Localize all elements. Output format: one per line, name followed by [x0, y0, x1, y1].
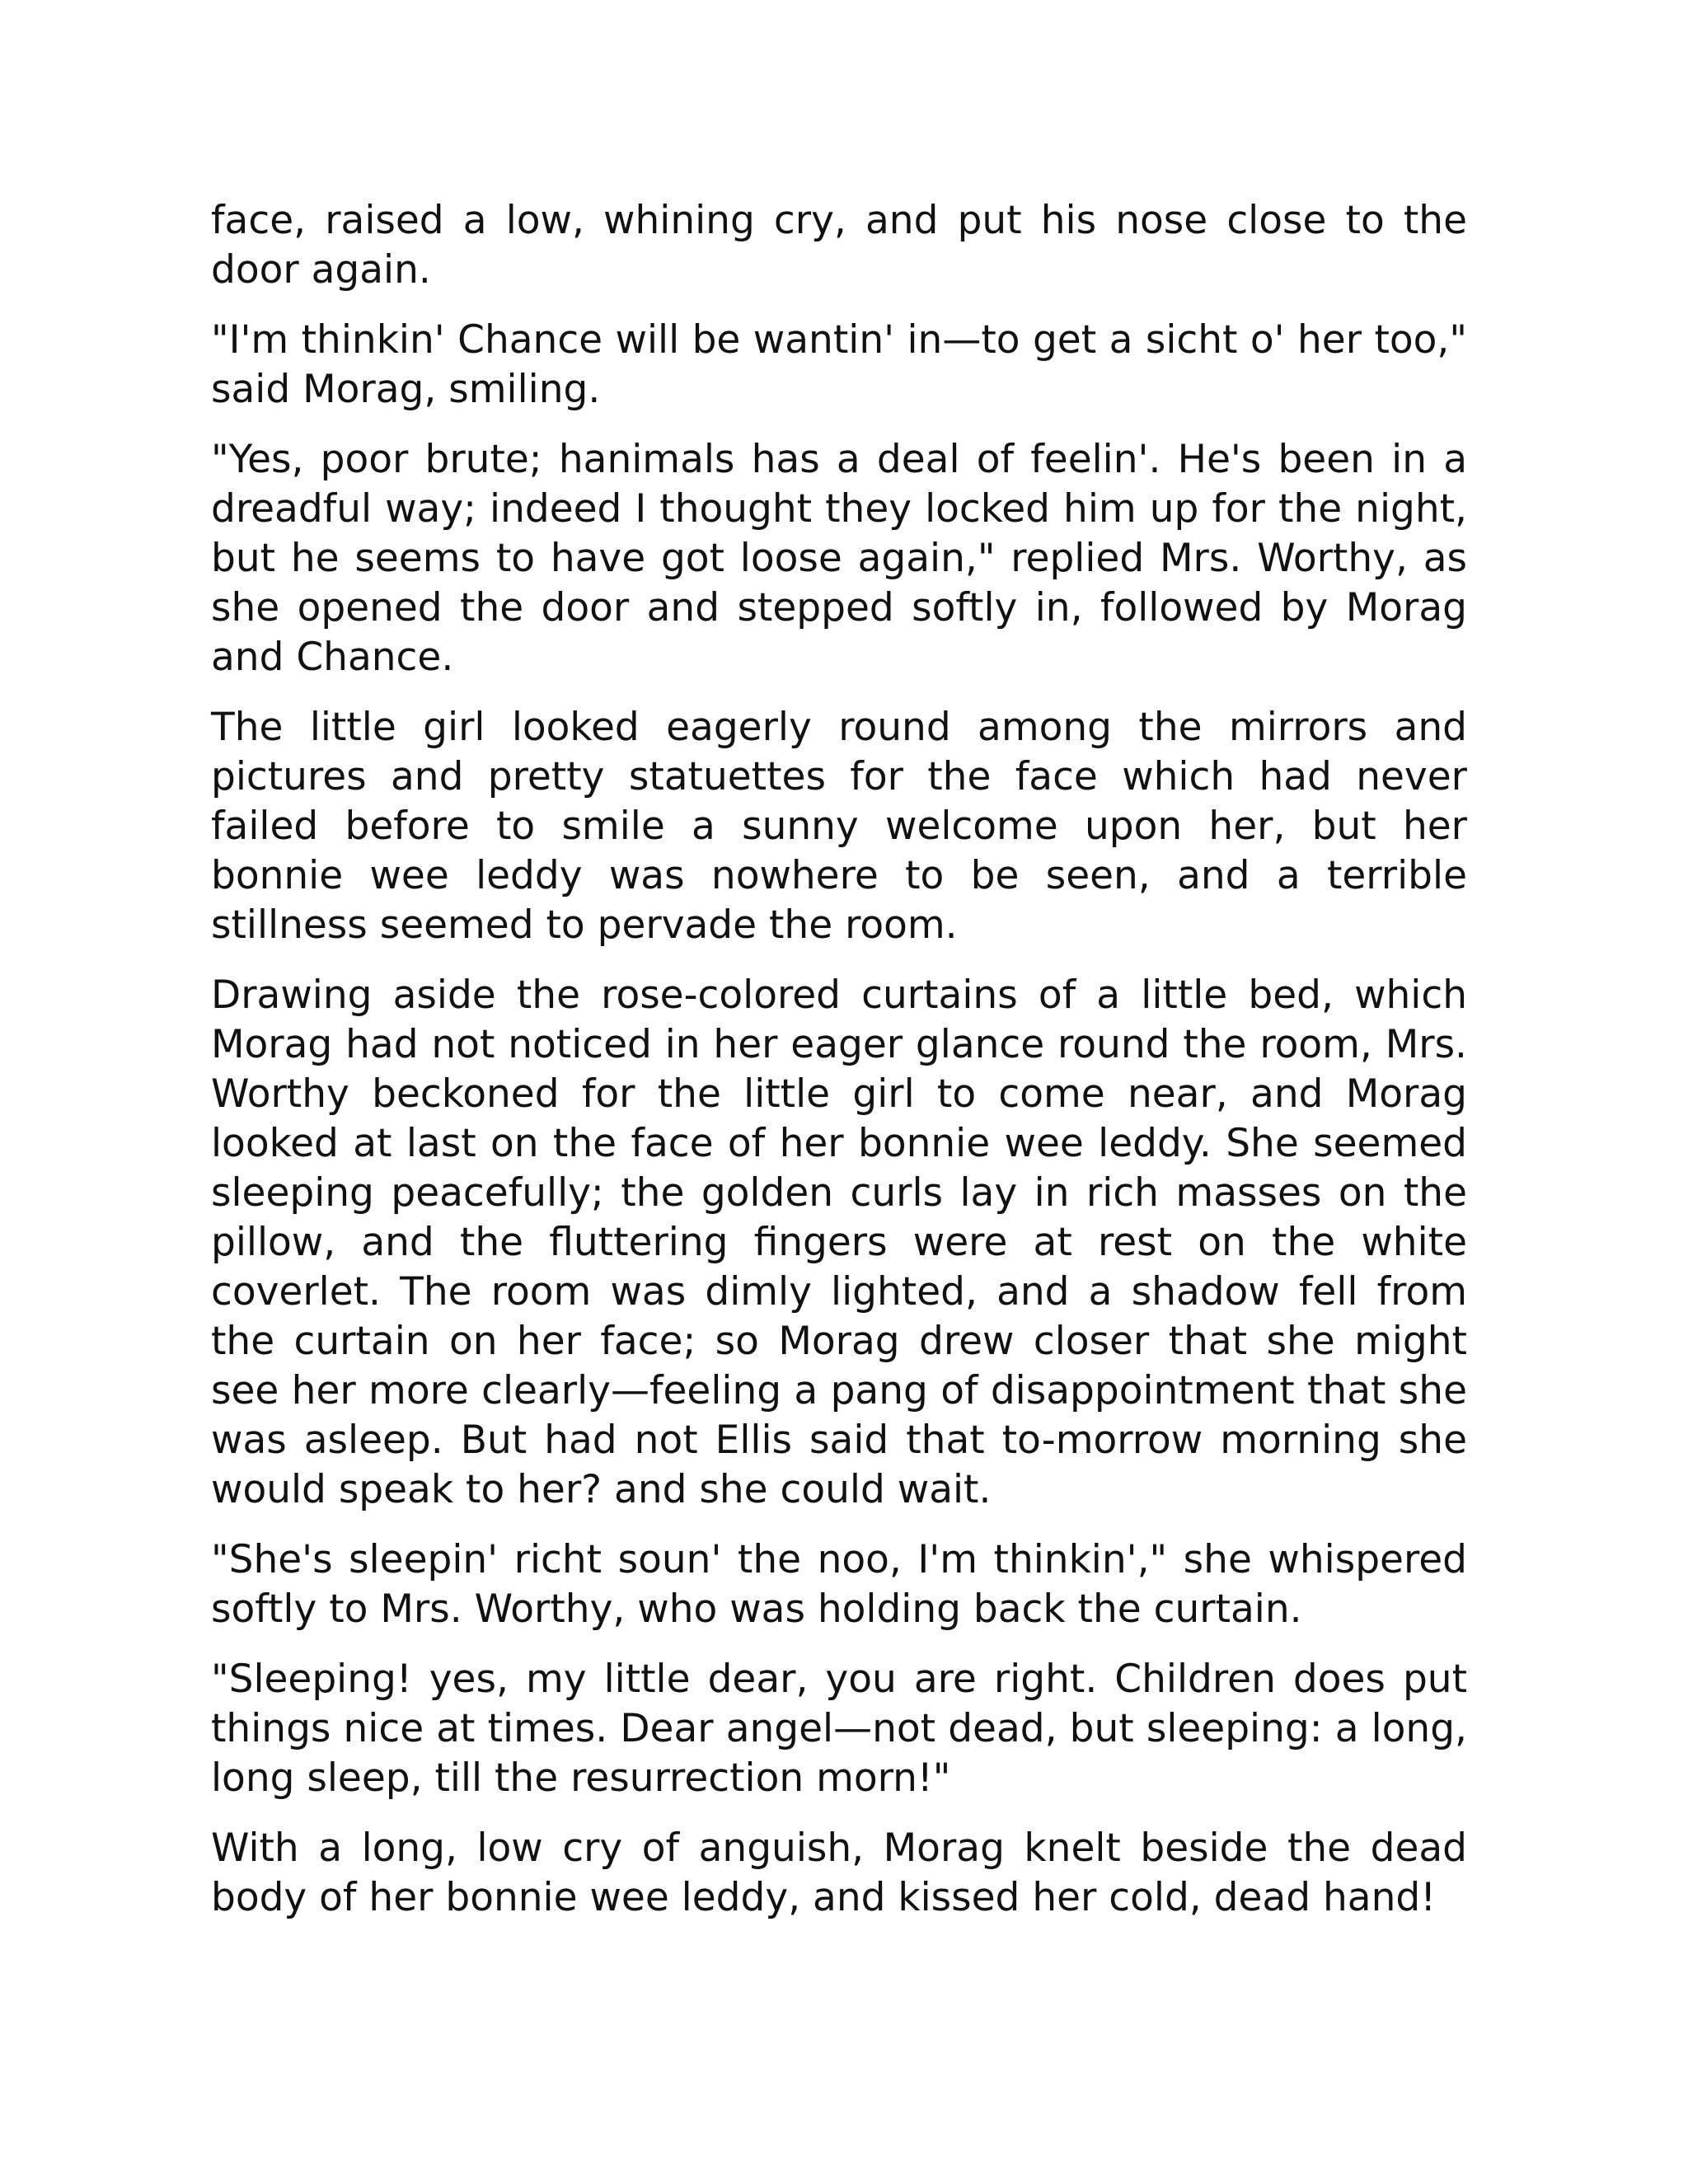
paragraph: Drawing aside the rose-colored curtains of a little bed, which Morag had not noticed in her eager glance round the room, Mrs. Worthy beckoned for the little girl to come near, and Morag looked at last on the face of her bonnie wee leddy. She seemed sleeping peacefully; the golden curls lay in rich masses on the pillow, and the fluttering fingers were at rest on the white coverlet. The room was dimly lighted, and a shadow fell from the curtain on her face; so Morag drew closer that she might see her more clearly—feeling a pang of disappointment that she was asleep. But had not Ellis said that to-morrow morning she would speak to her? and she could wait.	[211, 972, 1467, 1512]
paragraph: "I'm thinkin' Chance will be wantin' in—to get a sicht o' her too," said Morag, smiling.	[211, 317, 1467, 412]
paragraph: "She's sleepin' richt soun' the noo, I'm thinkin'," she whispered softly to Mrs. Worthy, who was holding back the curtain.	[211, 1537, 1467, 1632]
paragraph: "Sleeping! yes, my little dear, you are right. Children does put things nice at times. Dear angel—not dead, but sleeping: a long, long sleep, till the resurrection morn!"	[211, 1657, 1467, 1801]
paragraph: The little girl looked eagerly round among the mirrors and pictures and pretty statuettes for the face which had never failed before to smile a sunny welcome upon her, but her bonnie wee leddy was nowhere to be seen, and a terrible stillness seemed to pervade the room.	[211, 705, 1467, 948]
paragraph: "Yes, poor brute; hanimals has a deal of feelin'. He's been in a dreadful way; indeed I thought they locked him up for the night, but he seems to have got loose again," replied Mrs. Worthy, as she opened the door and stepped softly in, followed by Morag and Chance.	[211, 437, 1467, 680]
paragraph: face, raised a low, whining cry, and put his nose close to the door again.	[211, 198, 1467, 293]
paragraph: With a long, low cry of anguish, Morag knelt beside the dead body of her bonnie wee leddy, and kissed her cold, dead hand!	[211, 1825, 1467, 1920]
body-text	[211, 196, 1467, 1943]
